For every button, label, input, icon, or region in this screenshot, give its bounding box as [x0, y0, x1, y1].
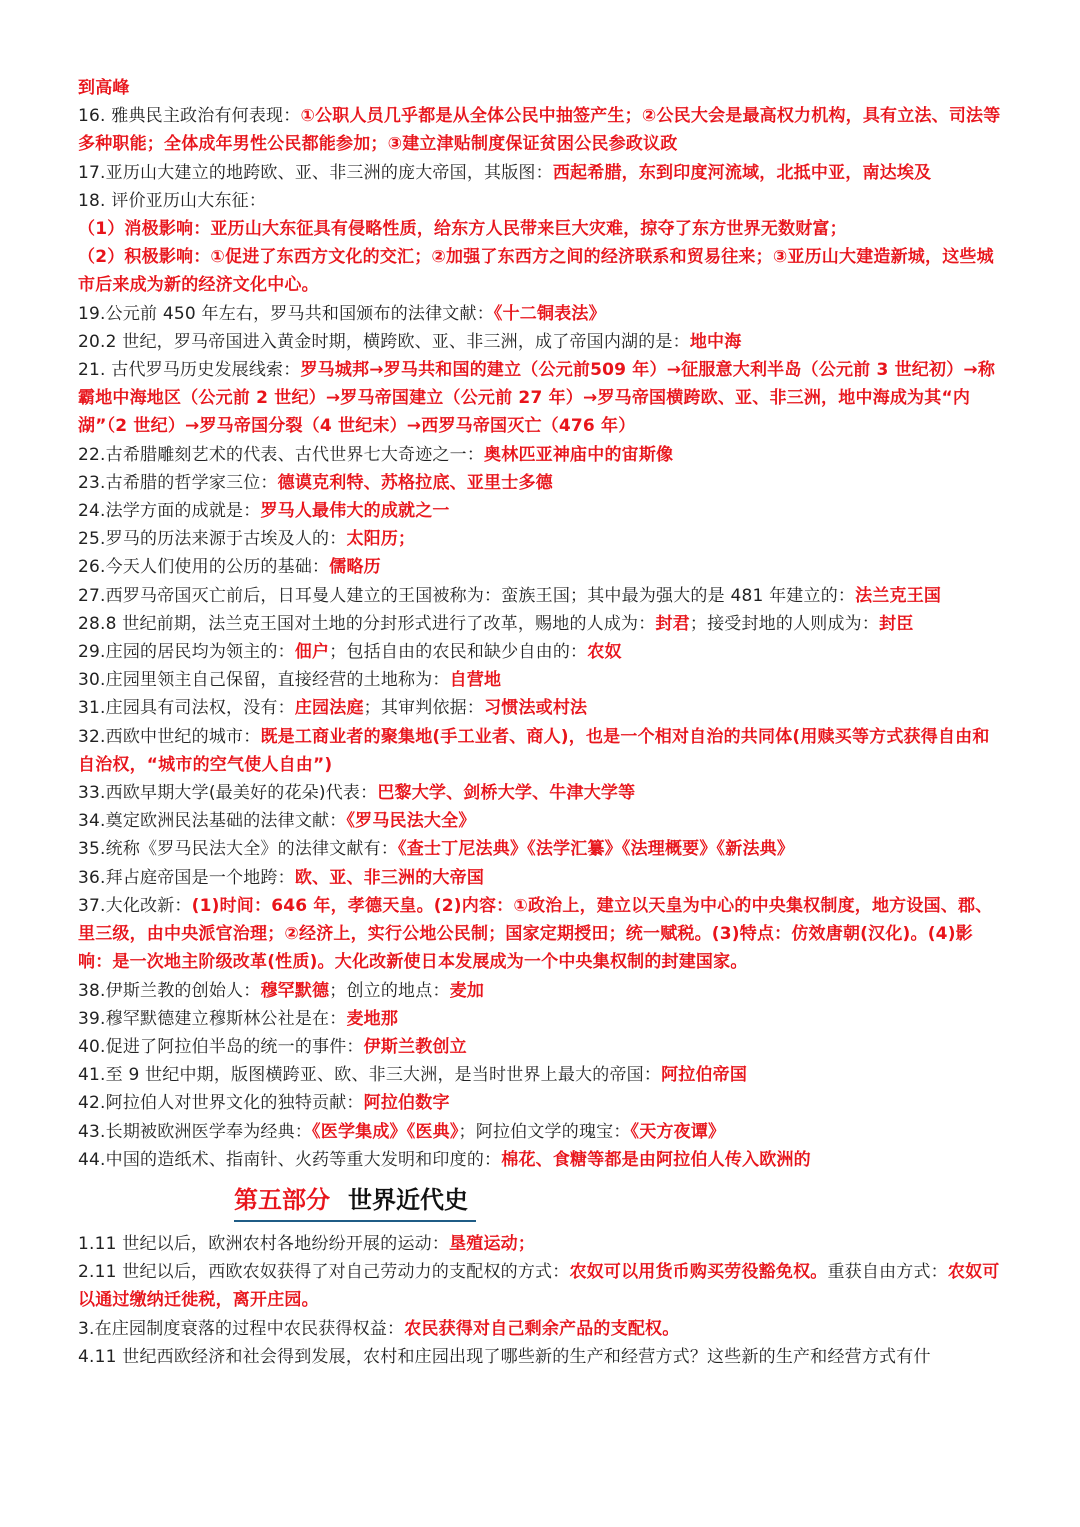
note-item	[78, 328, 1006, 356]
note-item	[78, 1258, 1006, 1314]
note-item	[78, 497, 1006, 525]
note-question: 1.11 世纪以后，欧洲农村各地纷纷开展的运动：	[78, 1233, 450, 1254]
note-answer: 农奴	[587, 642, 622, 663]
note-answer: 太阳历；	[346, 529, 416, 550]
note-question: 30.庄园里领主自己保留，直接经营的土地称为：	[78, 670, 450, 691]
note-answer: 棉花、食糖等都是由阿拉伯人传入欧洲的	[501, 1149, 811, 1170]
note-question: 35.统称《罗马民法大全》的法律文献有：	[78, 839, 399, 860]
section-title-label: 世界近代史	[348, 1185, 468, 1214]
note-answer: 《罗马民法大全》	[346, 811, 476, 832]
note-question: 23.古希腊的哲学家三位：	[78, 472, 278, 493]
note-question: 17.亚历山大建立的地跨欧、亚、非三洲的庞大帝国，其版图：	[78, 162, 553, 183]
note-question: 16. 雅典民主政治有何表现：	[78, 106, 301, 127]
note-answer: （2）积极影响：①促进了东西方文化的交汇；②加强了东西方之间的经济联系和贸易往来；③亚历山大建造新城，这些城市后来成为新的经济文化中心。	[78, 247, 994, 296]
note-answer: 《天方夜谭》	[630, 1121, 726, 1142]
note-answer: 到高峰	[78, 78, 130, 98]
note-answer: 罗马城邦→罗马共和国的建立（公元前509 年）→征服意大利半岛（公元前 3 世纪初）→称霸地中海地区（公元前 2 世纪）→罗马帝国建立（公元前 27 年）→罗马帝国横跨欧、亚、非三洲，地中海成为其“内湖”（2 世纪）→罗马帝国分裂（4 世纪末）→西罗马帝国灭亡（476 年）	[78, 360, 996, 437]
note-question: 36.拜占庭帝国是一个地跨：	[78, 867, 295, 888]
note-question: 40.促进了阿拉伯半岛的统一的事件：	[78, 1036, 364, 1057]
note-answer: 既是工商业者的聚集地(手工业者、商人)，也是一个相对自治的共同体(用赎买等方式获得自由和自治权，“城市的空气使人自由”)	[78, 726, 990, 775]
note-answer: (1)时间：646 年，孝德天皇。(2)内容：①政治上，建立以天皇为中心的中央集权制度，地方设国、郡、里三级，由中央派官治理；②经济上，实行公地公民制；国家定期授田；统一赋税。(3)特点：仿效唐朝(汉化)。(4)影响：是一次地主阶级改革(性质)。大化改新使日本发展成为一个中央集权制的封建国家。	[78, 895, 993, 973]
note-answer: 垦殖运动；	[449, 1233, 536, 1254]
note-item	[78, 1230, 1006, 1258]
note-item	[78, 864, 1006, 892]
note-item	[78, 215, 1006, 243]
note-question: 20.2 世纪，罗马帝国进入黄金时期，横跨欧、亚、非三洲，成了帝国内湖的是：	[78, 331, 690, 352]
section-heading	[78, 1180, 1006, 1226]
note-item	[78, 666, 1006, 694]
note-answer: 欧、亚、非三洲的大帝国	[294, 867, 485, 888]
modern-history-notes-list	[78, 1230, 1006, 1371]
note-question: ；接受封地的人则成为：	[689, 613, 880, 634]
note-question: ；其审判依据：	[363, 698, 485, 719]
note-question: ；创立的地点：	[329, 980, 450, 1001]
note-item	[78, 638, 1006, 666]
note-answer: ①公职人员几乎都是从全体公民中抽签产生；②公民大会是最高权力机构，具有立法、司法等多种职能；全体成年男性公民都能参加；③建立津贴制度保证贫困公民参政议政	[78, 106, 1001, 155]
note-item	[78, 102, 1006, 158]
note-answer: 罗马人最伟大的成就之一	[260, 501, 450, 522]
note-question: 4.11 世纪西欧经济和社会得到发展，农村和庄园出现了哪些新的生产和经营方式？这些新的生产和经营方式有什	[78, 1346, 931, 1367]
section-part-label: 第五部分	[234, 1185, 330, 1214]
note-item	[78, 525, 1006, 553]
note-question: 27.西罗马帝国灭亡前后，日耳曼人建立的王国被称为：蛮族王国；其中最为强大的是 481 年建立的：	[78, 585, 856, 606]
note-item	[78, 723, 1006, 779]
note-question: 2.11 世纪以后，西欧农奴获得了对自己劳动力的支配权的方式：	[78, 1262, 570, 1283]
note-item	[78, 582, 1006, 610]
note-answer: 麦地那	[346, 1008, 399, 1029]
note-question: 重获自由方式：	[827, 1262, 948, 1283]
note-item	[78, 1146, 1006, 1174]
history-notes-list	[78, 74, 1006, 1174]
note-item	[78, 610, 1006, 638]
note-question: 26.今天人们使用的公历的基础：	[78, 557, 330, 578]
note-item	[78, 1315, 1006, 1343]
note-item	[78, 1343, 1006, 1371]
note-item	[78, 1033, 1006, 1061]
note-answer: 封臣	[879, 613, 914, 634]
note-question: 41.至 9 世纪中期，版图横跨亚、欧、非三大洲，是当时世界上最大的帝国：	[78, 1065, 662, 1086]
note-question: 25.罗马的历法来源于古埃及人的：	[78, 529, 347, 550]
note-question: 19.公元前 450 年左右，罗马共和国颁布的法律文献：	[78, 303, 494, 324]
document-content	[78, 74, 1006, 1371]
note-question: ；包括自由的农民和缺少自由的：	[329, 642, 588, 663]
note-question: 38.伊斯兰教的创始人：	[78, 980, 261, 1001]
note-answer: 法兰克王国	[855, 585, 942, 606]
note-item	[78, 779, 1006, 807]
note-item	[78, 356, 1006, 441]
note-answer: 封君	[655, 613, 690, 634]
note-answer: （1）消极影响：亚历山大东征具有侵略性质，给东方人民带来巨大灾难，掠夺了东方世界无数财富；	[78, 219, 847, 240]
note-question: 42.阿拉伯人对世界文化的独特贡献：	[78, 1093, 364, 1114]
note-answer: 农奴可以用货币购买劳役豁免权。	[569, 1262, 828, 1283]
note-question: 22.古希腊雕刻艺术的代表、古代世界七大奇迹之一：	[78, 444, 485, 465]
note-answer: 奥林匹亚神庙中的宙斯像	[484, 444, 674, 465]
note-question: ；阿拉伯文学的瑰宝：	[458, 1121, 631, 1142]
note-question: 29.庄园的居民均为领主的：	[78, 642, 295, 663]
note-item	[78, 159, 1006, 187]
note-item	[78, 74, 1006, 102]
note-item	[78, 187, 1006, 215]
note-question: 31.庄园具有司法权，没有：	[78, 698, 295, 719]
note-item	[78, 1089, 1006, 1117]
note-item	[78, 1118, 1006, 1146]
note-question: 44.中国的造纸术、指南针、火药等重大发明和印度的：	[78, 1149, 502, 1170]
note-question: 32.西欧中世纪的城市：	[78, 726, 261, 747]
note-answer: 麦加	[449, 980, 485, 1001]
note-answer: 习惯法或村法	[484, 698, 588, 719]
note-question: 33.西欧早期大学(最美好的花朵)代表：	[78, 783, 378, 804]
note-item	[78, 553, 1006, 581]
note-item	[78, 835, 1006, 863]
note-item	[78, 694, 1006, 722]
note-answer: 地中海	[689, 331, 742, 352]
note-answer: 《医学集成》《医典》	[312, 1121, 459, 1142]
note-question: 37.大化改新：	[78, 895, 192, 916]
note-answer: 《查士丁尼法典》《法学汇纂》《法理概要》《新法典》	[398, 839, 795, 860]
note-item	[78, 300, 1006, 328]
note-answer: 穆罕默德	[260, 980, 330, 1001]
note-question: 43.长期被欧洲医学奉为经典：	[78, 1121, 313, 1142]
note-answer: 佃户	[294, 642, 330, 663]
note-item	[78, 441, 1006, 469]
note-answer: 庄园法庭	[294, 698, 364, 719]
note-item	[78, 1061, 1006, 1089]
note-answer: 《十二铜表法》	[493, 303, 606, 324]
note-answer: 德谟克利特、苏格拉底、亚里士多德	[277, 472, 553, 493]
note-question: 21. 古代罗马历史发展线索：	[78, 360, 301, 381]
note-answer: 自营地	[449, 670, 502, 691]
note-item	[78, 977, 1006, 1005]
note-question: 34.奠定欧洲民法基础的法律文献：	[78, 811, 347, 832]
note-answer: 农奴可以通过缴纳迁徙税，离开庄园。	[78, 1262, 1000, 1311]
note-question: 18. 评价亚历山大东征：	[78, 190, 267, 211]
note-item	[78, 892, 1006, 977]
note-item	[78, 469, 1006, 497]
note-answer: 阿拉伯数字	[363, 1093, 450, 1114]
note-item	[78, 1005, 1006, 1033]
note-question: 28.8 世纪前期，法兰克王国对土地的分封形式进行了改革，赐地的人成为：	[78, 613, 656, 634]
note-answer: 伊斯兰教创立	[363, 1036, 467, 1057]
note-item	[78, 807, 1006, 835]
note-answer: 农民获得对自己剩余产品的支配权。	[404, 1318, 680, 1339]
note-answer: 巴黎大学、剑桥大学、牛津大学等	[377, 783, 636, 804]
section-heading-text	[234, 1180, 476, 1222]
note-answer: 儒略历	[329, 557, 381, 578]
note-question: 24.法学方面的成就是：	[78, 501, 261, 522]
note-answer: 阿拉伯帝国	[661, 1065, 748, 1086]
note-item	[78, 243, 1006, 299]
note-question: 39.穆罕默德建立穆斯林公社是在：	[78, 1008, 347, 1029]
note-answer: 西起希腊，东到印度河流域，北抵中亚，南达埃及	[552, 162, 932, 183]
note-question: 3.在庄园制度衰落的过程中农民获得权益：	[78, 1318, 405, 1339]
